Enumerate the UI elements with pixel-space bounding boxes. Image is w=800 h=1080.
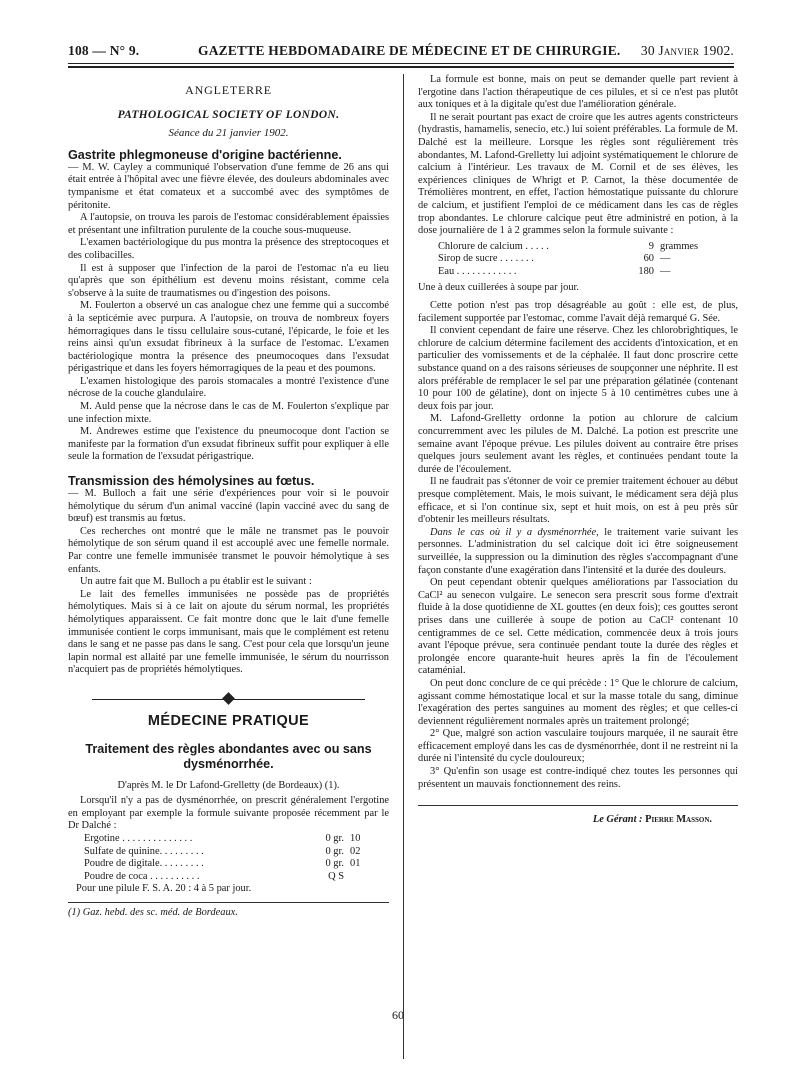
- right-column: [418, 74, 738, 827]
- article-title-hemolysines: Transmission des hémolysines au fœtus.: [68, 474, 315, 489]
- header-rule-thick: [68, 66, 734, 68]
- end-rule: [418, 805, 738, 806]
- table-row: Eau . . . . . . . . . . . . 180 —: [438, 265, 671, 277]
- footnote: (1) Gaz. hebd. des sc. méd. de Bordeaux.: [68, 906, 238, 918]
- section-country: ANGLETERRE: [185, 83, 272, 97]
- paragraph: A l'autopsie, on trouva les parois de l'estomac considérablement épaissies et présentant une infiltration purulente de la couche sous-muqueuse.: [68, 212, 389, 236]
- paragraph: M. Andrewes estime que l'existence du pneumocoque dont l'action se manifeste par la formation d'un exsudat fibrineux suffit pour expliquer à elle seule la formation de l'exsudat périgastrique.: [68, 426, 389, 463]
- paragraph: On peut donc conclure de ce qui précède : 1° Que le chlorure de calcium, agissant comme hémostatique local et sur la masse totale du sang, diminue l'exagération des pertes sanguines au moment des règles; et que celles-ci deviennent régulièrement normales après un traitement prolongé;: [418, 677, 738, 727]
- paragraph: 3° Qu'enfin son usage est contre-indiqué chez toutes les personnes qui présentent un mauvais fonctionnement des reins.: [418, 766, 738, 790]
- paragraph: 2° Que, malgré son action vasculaire toujours marquée, il ne saurait être efficacement employé dans les cas de dysménorrhée, dont il ne restreint ni la durée ni l'intensité du cycle douloureux;: [418, 728, 738, 765]
- byline: D'après M. le Dr Lafond-Grelletty (de Bordeaux) (1).: [117, 779, 340, 791]
- issue-date: 30 Janvier 1902.: [640, 43, 734, 58]
- paragraph: On peut cependant obtenir quelques améliorations par l'association du CaCl² au senecon vulgaire. Le senecon sera prescrit sous forme d'extrait fluide à la dose quotidienne de XL gouttes (en deux fois); ces gouttes seront prises dans une cuillerée à soupe de potion au CaCl² contenant 10 centigrammes de ce sel. Cette médication, commencée deux à trois jours avant l'époque prévue, sera continuée pendant toute la durée des règles et prolongée encore quarante-huit heures après la fin de l'écoulement cataménial.: [418, 577, 738, 677]
- paragraph: L'examen histologique des parois stomacales a montré l'existence d'une nécrose de la couche glandulaire.: [68, 375, 389, 400]
- prescription-dosage: Pour une pilule F. S. A. 20 : 4 à 5 par jour.: [76, 883, 252, 895]
- paragraph: Cette potion n'est pas trop désagréable au goût : elle est, de plus, facilement supportée par l'estomac, comme l'avait déjà remarqué G. Sée.: [418, 300, 738, 324]
- paragraph: M. Auld pense que la nécrose dans le cas de M. Foulerton s'explique par une infection mixte.: [68, 401, 389, 425]
- gerant-name: Pierre Masson.: [645, 814, 712, 826]
- paragraph: [418, 527, 738, 577]
- table-row: Ergotine . . . . . . . . . . . . . . 0 gr. 10: [84, 832, 361, 844]
- paragraph: L'examen bactériologique du pus montra la présence des streptocoques et des colibacilles.: [68, 237, 389, 261]
- article-title-gastrite: Gastrite phlegmoneuse d'origine bactérienne.: [68, 147, 342, 162]
- paragraph: Il convient cependant de faire une réserve. Chez les chlorobrightiques, le chlorure de calcium détermine facilement des accidents d'intoxication, et en particulier des vomissements et de la céphalée. Il faut donc proscrire cette substance quand on a des raisons sérieuses de soupçonner une néphrite. Il est alors préférable de remplacer le sel par une préparation gélatinée (contenant 10 pour 100 de gélatine), dont on injecte 5 à 10 centimètres cubes une à deux fois par jour.: [418, 325, 738, 412]
- paragraph: M. Lafond-Grelletty ordonne la potion au chlorure de calcium concurremment avec les pilules de M. Dalché. La potion est prescrite une semaine avant l'époque prévue. Les pilules doivent au contraire être prises quelques jours seulement avant les règles, et continuées pendant toute la durée de l'écoulement.: [418, 413, 738, 475]
- paragraph-text: le traitement varie suivant les personnes. L'administration du sel calcique doit ici être soigneusement surveillée, la suppression ou la diminution des règles s'accompagnant d'une façon constante d'une exagération dans l'intensité et la durée des douleurs.: [418, 526, 738, 576]
- running-header: [68, 40, 734, 62]
- table-row: Sulfate de quinine. . . . . . . . . 0 gr. 02: [84, 845, 361, 857]
- table-row: Chlorure de calcium . . . . . 9 grammes: [438, 240, 699, 252]
- paragraph: Il ne faudrait pas s'étonner de voir ce premier traitement échouer au début presque complètement. Mais, le mois suivant, le médicament sera déjà plus efficace, et si l'on continue six, sept et huit mois, on est à peu près sûr d'obtenir les meilleurs résultats.: [418, 476, 738, 526]
- potion-table: [438, 241, 698, 279]
- society-name: PATHOLOGICAL SOCIETY OF LONDON.: [117, 108, 340, 121]
- paragraph: Il ne serait pourtant pas exact de croire que les autres agents constricteurs (hydrastis, hamamelis, senecio, etc.) lui soient préférables. La formule de M. Dalché est la meilleure. Lorsque les règles sont régulièrement très abondantes, M. Lafond-Grelletty lui adjoint systématiquement le chlorure de calcium à l'intérieur. Les travaux de M. Cornil et de ses élèves, les expériences cliniques de Whrigt et P. Carnot, la thèse documentée de Trémolières montrent, en effet, l'action hémostatique puissante du chlorure de calcium, et justifient l'emploi de ce médicament dans les cas de règles trop abondantes. Le chlorure calcique peut être administré en potion, à la dose journalière de 1 à 2 grammes selon la formule suivante :: [418, 111, 738, 237]
- section-ornament: [68, 691, 389, 707]
- page-number-header: 108 — N° 9.: [68, 43, 140, 58]
- paragraph: Il est à supposer que l'infection de la paroi de l'estomac n'a eu lieu qu'après que son épithélium est devenu moins résistant, comme cela s'observe à la suite de traumatismes ou d'ingestion des poisons.: [68, 262, 389, 299]
- table-row: Sirop de sucre . . . . . . . 60 —: [438, 253, 671, 265]
- potion-dosage: Une à deux cuillerées à soupe par jour.: [418, 281, 579, 293]
- journal-title: GAZETTE HEBDOMADAIRE DE MÉDECINE ET DE CHIRURGIE.: [198, 43, 621, 58]
- paragraph: Le lait des femelles immunisées ne possède pas de propriétés hémolytiques. Mais si à ce lait on ajoute du sérum normal, les propriétés hémolytiques apparaissent. Ce fait montre donc que le lait d'une femelle immunisée contient le corps immunisant, mais que le complément est retenu dans le sang et ne passe pas dans le sang. C'est pour cela que lorsqu'un jeune lapin normal est allaité par une femelle immunisée, le sérum du nourrisson n'acquiert pas de propriétés hémolytiques.: [68, 588, 389, 676]
- left-column: [68, 74, 389, 919]
- gerant-label: Le Gérant :: [592, 814, 643, 826]
- paragraph: Un autre fait que M. Bulloch a pu établir est le suivant :: [80, 576, 312, 588]
- paragraph: M. Foulerton a observé un cas analogue chez une femme qui a succombé à la septicémie avec purpura. A l'autopsie, on trouva de nombreux foyers hémorragiques dans le tissu cellulaire sous-cutané, l'épicarde, le foie et les reins ainsi qu'un exsudat fibrineux à la surface de l'estomac. L'examen bactériologique montra la présence des pneumocoques dans l'exsudat périgastrique et dans les foyers hémorragiques de la peau et des poumons.: [68, 300, 389, 375]
- header-rule: [68, 63, 734, 64]
- paragraph: Ces recherches ont montré que le mâle ne transmet pas le pouvoir hémolytique de son sérum quand il est accouplé avec une femelle normale. Par contre une femelle immunisée transmet le pouvoir hémolytique à ses enfants.: [68, 525, 389, 575]
- table-row: Poudre de digitale. . . . . . . . . 0 gr. 01: [84, 858, 361, 870]
- footnote-rule: [68, 902, 389, 903]
- gerant-signature: [418, 814, 738, 827]
- paragraph-italic-lead: Dans le cas où il y a dysménorrhée,: [430, 526, 599, 538]
- prescription-table: [84, 833, 360, 883]
- page-number-footer: 60: [392, 1008, 404, 1022]
- session-date: Séance du 21 janvier 1902.: [168, 127, 289, 140]
- paragraph: Lorsqu'il n'y a pas de dysménorrhée, on prescrit généralement l'ergotine en employant par exemple la formule suivante proposée récemment par le Dr Dalché :: [68, 795, 389, 832]
- section-heading: MÉDECINE PRATIQUE: [147, 712, 310, 729]
- paragraph: — M. Bulloch a fait une série d'expériences pour voir si le pouvoir hémolytique du sérum d'un animal vacciné (lapin vacciné avec du sang de bœuf) est transmis au fœtus.: [68, 488, 389, 525]
- table-row: Poudre de coca . . . . . . . . . . Q S: [84, 870, 344, 882]
- article-title-traitement: Traitement des règles abondantes avec ou sans dysménorrhée.: [85, 741, 372, 771]
- column-divider: [403, 74, 404, 1059]
- diamond-ornament-icon: [222, 692, 235, 705]
- paragraph: — M. W. Cayley a communiqué l'observation d'une femme de 26 ans qui était entrée à l'hôpital avec une fièvre élevée, des douleurs abdominales avec tympanisme et état comateux et a succombé avec des symptômes de péritonite.: [68, 161, 389, 211]
- paragraph: La formule est bonne, mais on peut se demander quelle part revient à l'ergotine dans l'action thérapeutique de ces pilules, et si ce n'est pas plutôt aux toniques et à la digitale qu'est due l'amélioration générale.: [418, 74, 738, 111]
